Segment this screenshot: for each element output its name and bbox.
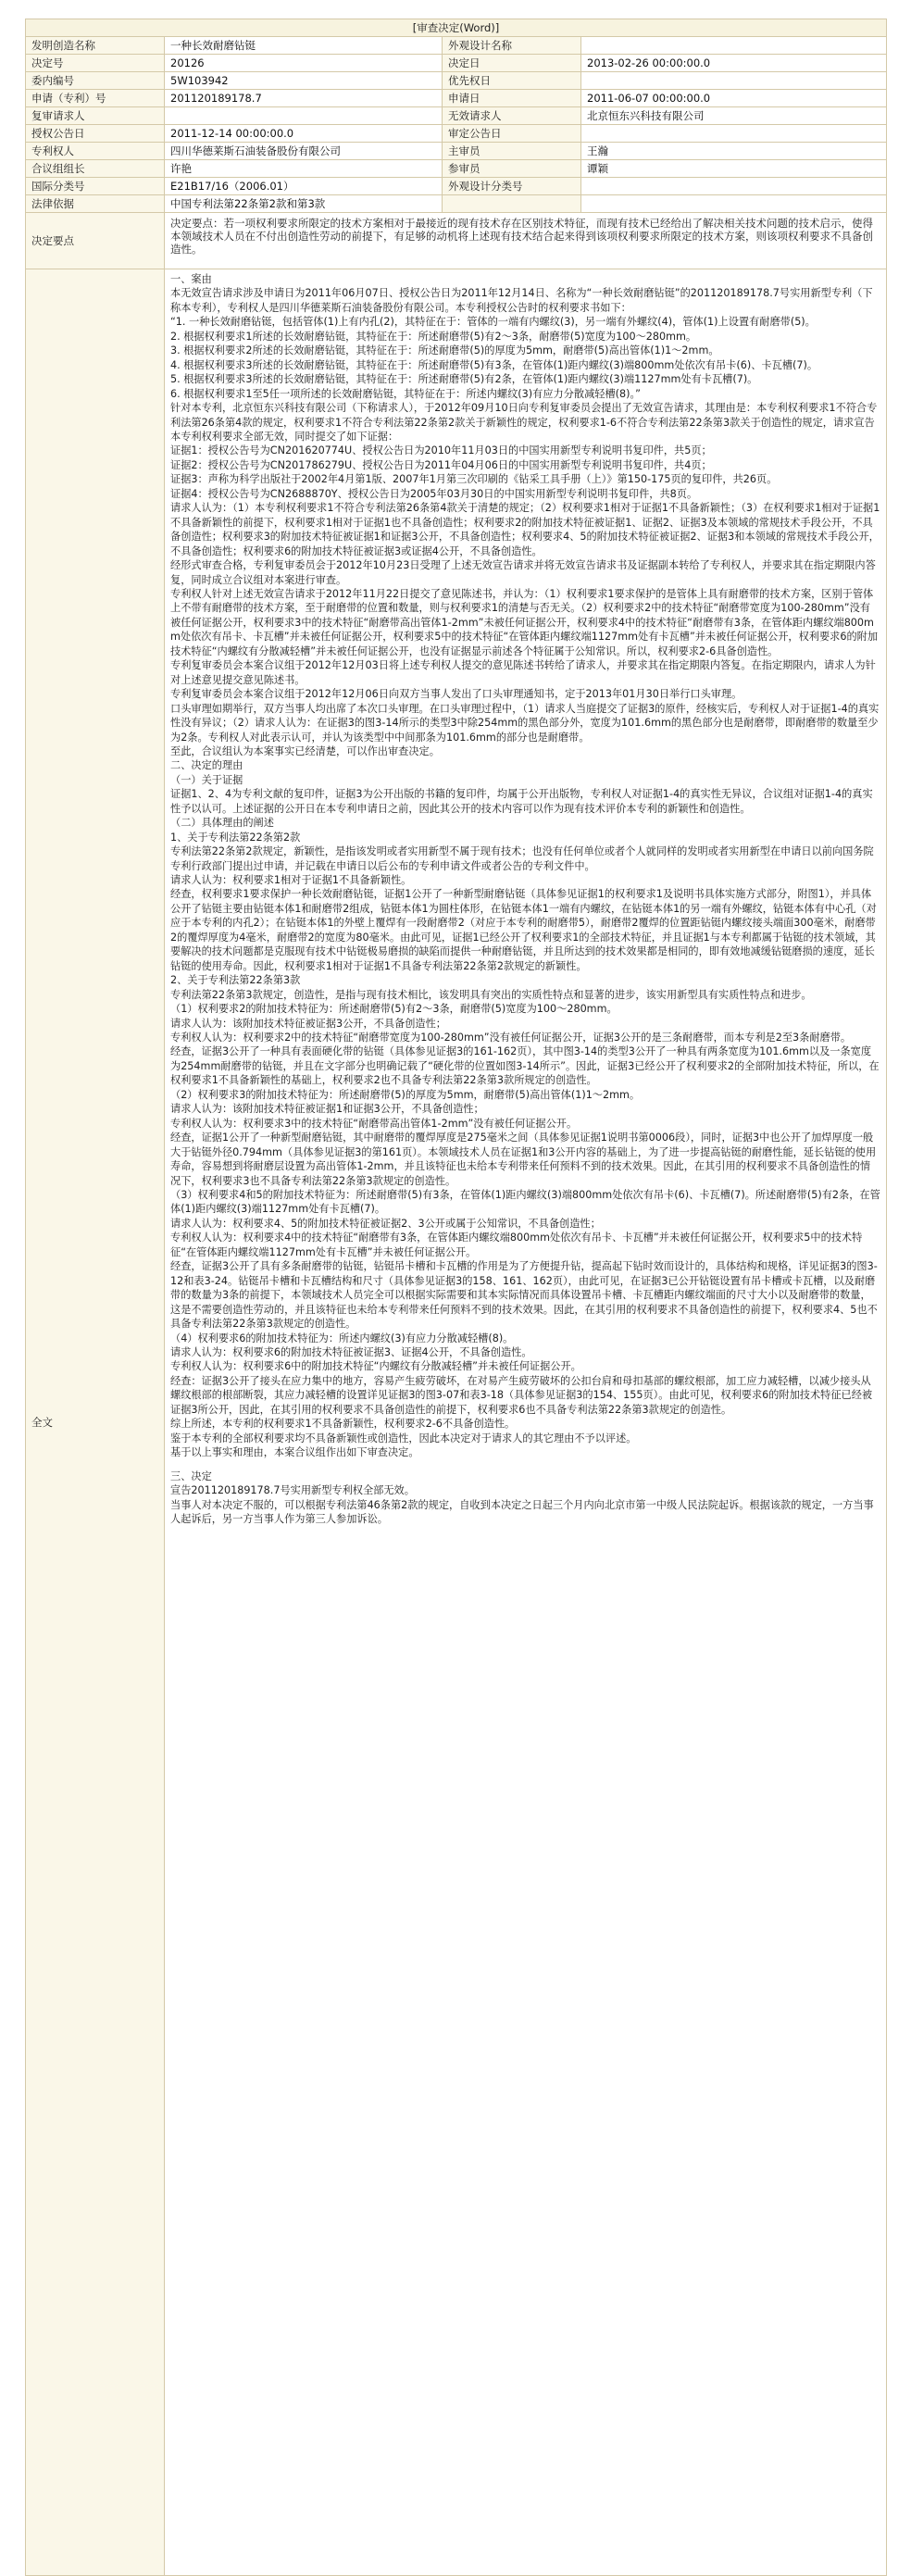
meta-row <box>26 143 887 160</box>
meta-label: 审定公告日 <box>443 125 581 143</box>
fulltext-paragraph: 宣告201120189178.7号实用新型专利权全部无效。 <box>170 1484 415 1497</box>
meta-label: 发明创造名称 <box>26 37 165 55</box>
fulltext-paragraph: 三、决定 <box>170 1469 212 1482</box>
fulltext-paragraph: 请求人认为：权利要求6的附加技术特征被证据3、证据4公开，不具备创造性。 <box>170 1345 532 1358</box>
fulltext-paragraph: 证据1：授权公告号为CN201620774U、授权公告日为2010年11月03日的中国实用新型专利说明书复印件，共5页； <box>170 444 712 457</box>
meta-label: 合议组组长 <box>26 160 165 178</box>
meta-row <box>26 107 887 125</box>
fulltext-paragraph: 专利权人认为：权利要求3中的技术特征“耐磨带高出管体1-2mm”没有被任何证据公开。 <box>170 1117 578 1130</box>
fulltext-paragraph: 专利权人认为：权利要求4中的技术特征“耐磨带有3条，在管体距内螺纹端800mm处依次有吊卡、卡瓦槽”并未被任何证据公开，权利要求5中的技术特征“在管体距内螺纹端1127mm处有卡瓦槽”并未被任何证据公开。 <box>170 1232 863 1258</box>
fulltext-paragraph <box>170 1460 880 1469</box>
fulltext-paragraph: 经查，证据1公开了一种新型耐磨钻铤，其中耐磨带的覆焊厚度是275毫米之间（具体参见证据1说明书第0006段），同时，证据3中也公开了加焊厚度一般大于钻铤外径0.794mm（具体参见证据3的第161页）。本领域技术人员在证据1和3公开内容的基础上，为了进一步提高钻铤的耐磨性能，延长钻铤的使用寿命，容易想到将耐磨层设置为高出管体1-2mm，并且该特征也未给本专利带来任何预料不到的技术效果。因此，在其引用的权利要求不具备创造性的情况下，权利要求3也不具备专利法第22条第3款规定的创造性。 <box>170 1132 877 1187</box>
fulltext-paragraph: 证据1、2、4为专利文献的复印件，证据3为公开出版的书籍的复印件，均属于公开出版物，专利权人对证据1-4的真实性无异议，合议组对证据1-4的真实性予以认可。上述证据的公开日在本专利申请日之前，因此其公开的技术内容可以作为现有技术评价本专利的新颖性和创造性。 <box>170 788 873 815</box>
fulltext-paragraph: 2. 根据权利要求1所述的长效耐磨钻铤，其特征在于：所述耐磨带(5)有2～3条，耐磨带(5)宽度为100～280mm。 <box>170 330 697 343</box>
meta-label: 国际分类号 <box>26 178 165 195</box>
fulltext-body <box>165 269 887 2576</box>
meta-value: 四川华德莱斯石油装备股份有限公司 <box>165 143 443 160</box>
meta-rows <box>26 37 887 213</box>
meta-label <box>443 195 581 213</box>
fulltext-paragraph: 经查，权利要求1要求保护一种长效耐磨钻铤，证据1公开了一种新型耐磨钻铤（具体参见证据1的权利要求1及说明书具体实施方式部分，附图1），并具体公开了钻铤主要由钻铤本体1和耐磨带2组成，钻铤本体1为圆柱体形，在钻铤本体1一端有内螺纹，在钻铤本体1的另一端有外螺纹，钻铤本体有中心孔（对应于本专利的内孔2）；在钻铤本体1的外壁上覆焊有一段耐磨带2（对应于本专利的耐磨带5），耐磨带2覆焊的位置距钻铤内螺纹接头端面300毫米，耐磨带2的覆焊厚度为4毫米，耐磨带2的宽度为80毫米。由此可见，证据1已经公开了权利要求1的全部技术特征，并且证据1与本专利都属于钻铤的技术领域，其要解决的技术问题都是克服现有技术中钻铤极易磨损的缺陷而提供一种耐磨钻铤，并且所达到的技术效果都是相同的，即有效地减缓钻铤磨损的速度，延长钻铤的使用寿命。因此，权利要求1相对于证据1不具备专利法第22条第2款规定的新颖性。 <box>170 888 877 972</box>
meta-value <box>581 195 887 213</box>
fulltext-paragraph: 请求人认为：该附加技术特征被证据1和证据3公开，不具备创造性； <box>170 1103 484 1116</box>
summary-paragraph: 决定要点：若一项权利要求所限定的技术方案相对于最接近的现有技术存在区别技术特征，而现有技术已经给出了解决相关技术问题的技术启示，使得本领域技术人员在不付出创造性劳动的前提下，有足够的动机将上述现有技术结合起来得到该项权利要求所限定的技术方案，则该项权利要求不具备创造性。 <box>170 217 873 256</box>
meta-label: 复审请求人 <box>26 107 165 125</box>
fulltext-paragraph: 一、案由 <box>170 273 212 285</box>
fulltext-paragraph: 请求人认为：（1）本专利权利要求1不符合专利法第26条第4款关于清楚的规定；（2）权利要求1相对于证据1不具备新颖性；（3）在权利要求1相对于证据1不具备新颖性的前提下，权利要求1相对于证据1也不具备创造性；权利要求2的附加技术特征被证据1、证据2、证据3及本领域的常规技术手段公开，不具备创造性；权利要求3的附加技术特征被证据1和证据3公开，不具备创造性；权利要求4、5的附加技术特征被证据2、证据3和本领域的常规技术手段公开，不具备创造性；权利要求6的附加技术特征被证据3或证据4公开，不具备创造性。 <box>170 502 880 557</box>
meta-value: 中国专利法第22条第2款和第3款 <box>165 195 443 213</box>
decision-table <box>25 19 887 2576</box>
fulltext-paragraph: 本无效宣告请求涉及申请日为2011年06月07日、授权公告日为2011年12月14日、名称为“一种长效耐磨钻铤”的201120189178.7号实用新型专利（下称本专利），专利权人是四川华德莱斯石油装备股份有限公司。本专利授权公告时的权利要求书如下： <box>170 287 873 314</box>
meta-label: 授权公告日 <box>26 125 165 143</box>
meta-row <box>26 72 887 90</box>
meta-label: 外观设计名称 <box>443 37 581 55</box>
meta-value <box>581 37 887 55</box>
fulltext-paragraph: 至此，合议组认为本案事实已经清楚，可以作出审查决定。 <box>170 744 440 757</box>
fulltext-paragraph: 经查，证据3公开了具有多条耐磨带的钻铤，钻铤吊卡槽和卡瓦槽的作用是为了方便提升钻，提高起下钻时效而设计的，具体结构和规格，详见证据3的图3-12和表3-24。钻铤吊卡槽和卡瓦槽结构和尺寸（具体参见证据3的158、161、162页），由此可见，在证据3已公开钻铤设置有吊卡槽或卡瓦槽，以及耐磨带的数量为3条的前提下，本领域技术人员完全可以根据实际需要和其本实际情况而具体设置吊卡槽、卡瓦槽距内螺纹端面的尺寸大小以及耐磨带的数量，这是不需要创造性劳动的，并且该特征也未给本专利带来任何预料不到的技术效果。因此，在其引用的权利要求不具备创造性的前提下，权利要求4、5也不具备专利法第22条第3款规定的创造性。 <box>170 1260 878 1331</box>
summary-label: 决定要点 <box>26 213 165 269</box>
meta-value: 5W103942 <box>165 72 443 90</box>
meta-row <box>26 160 887 178</box>
meta-value: E21B17/16（2006.01） <box>165 178 443 195</box>
meta-value: 许艳 <box>165 160 443 178</box>
meta-label: 专利权人 <box>26 143 165 160</box>
meta-value <box>165 107 443 125</box>
fulltext-paragraph: （1）权利要求2的附加技术特征为：所述耐磨带(5)有2～3条，耐磨带(5)宽度为100～280mm。 <box>170 1003 618 1016</box>
fulltext-paragraph: 鉴于本专利的全部权利要求均不具备新颖性或创造性，因此本决定对于请求人的其它理由不予以评述。 <box>170 1432 637 1444</box>
fulltext-paragraph: 4. 根据权利要求3所述的长效耐磨钻铤，其特征在于：所述耐磨带(5)有3条，在管体(1)距内螺纹(3)端800mm处依次有吊卡(6)、卡瓦槽(7)。 <box>170 358 818 371</box>
summary-text <box>165 213 887 269</box>
meta-value <box>581 178 887 195</box>
meta-value: 北京恒东兴科技有限公司 <box>581 107 887 125</box>
meta-label: 法律依据 <box>26 195 165 213</box>
meta-label: 决定日 <box>443 55 581 72</box>
meta-label: 外观设计分类号 <box>443 178 581 195</box>
fulltext-paragraph: 综上所述，本专利的权利要求1不具备新颖性，权利要求2-6不具备创造性。 <box>170 1418 516 1431</box>
fulltext-paragraph: 证据3：声称为科学出版社于2002年4月第1版、2007年1月第三次印刷的《钻采工具手册（上）》第150-175页的复印件，共26页。 <box>170 473 778 486</box>
fulltext-paragraph: 5. 根据权利要求3所述的长效耐磨钻铤，其特征在于：所述耐磨带(5)有2条，在管体(1)距内螺纹(3)端1127mm处有卡瓦槽(7)。 <box>170 373 758 386</box>
fulltext-paragraph: 请求人认为：权利要求4、5的附加技术特征被证据2、3公开或属于公知常识，不具备创造性； <box>170 1217 601 1230</box>
meta-label: 决定号 <box>26 55 165 72</box>
meta-label: 申请日 <box>443 90 581 107</box>
fulltext-paragraph: 请求人认为：该附加技术特征被证据3公开，不具备创造性； <box>170 1017 446 1030</box>
meta-value: 王瀚 <box>581 143 887 160</box>
meta-value: 2011-12-14 00:00:00.0 <box>165 125 443 143</box>
fulltext-paragraph: 请求人认为：权利要求1相对于证据1不具备新颖性。 <box>170 874 412 887</box>
fulltext-paragraph: 3. 根据权利要求2所述的长效耐磨钻铤，其特征在于：所述耐磨带(5)的厚度为5mm，耐磨带(5)高出管体(1)1～2mm。 <box>170 344 719 357</box>
fulltext-paragraph: 专利复审委员会本案合议组于2012年12月03日将上述专利权人提交的意见陈述书转给了请求人，并要求其在指定期限内答复。在指定期限内，请求人为针对上述意见提交意见陈述书。 <box>170 659 876 686</box>
fulltext-paragraph: 证据4：授权公告号为CN2688870Y、授权公告日为2005年03月30日的中国实用新型专利说明书复印件，共8页。 <box>170 487 698 500</box>
fulltext-paragraph: 专利权人针对上述无效宣告请求于2012年11月22日提交了意见陈述书，并认为：（1）权利要求1要求保护的是管体上具有耐磨带的技术方案，区别于管体上不带有耐磨带的技术方案，至于耐磨带的位置和数量，则与权利要求1的清楚与否无关。（2）权利要求2中的技术特征“耐磨带宽度为100-280mm”没有被任何证据公开，权利要求3中的技术特征“耐磨带高出管体1-2mm”未被任何证据公开，权利要求4中的技术特征“耐磨带有3条，在管体距内螺纹端800mm处依次有吊卡、卡瓦槽”并未被任何证据公开，权利要求5中的技术特征“在管体距内螺纹端1127mm处有卡瓦槽”并未被任何证据公开，权利要求6的附加技术特征“内螺纹有分散减轻槽”并未被任何证据公开，也没有证据显示前述各个特征属于公知常识。所以，权利要求2-6具备创造性。 <box>170 587 879 657</box>
fulltext-paragraph: 6. 根据权利要求1至5任一项所述的长效耐磨钻铤，其特征在于：所述内螺纹(3)有应力分散减轻槽(8)。” <box>170 387 641 400</box>
meta-row <box>26 195 887 213</box>
fulltext-paragraph: 二、决定的理由 <box>170 759 243 772</box>
meta-value: 201120189178.7 <box>165 90 443 107</box>
meta-row <box>26 90 887 107</box>
fulltext-paragraph: 专利权人认为：权利要求6中的附加技术特征“内螺纹有分散减轻槽”并未被任何证据公开。 <box>170 1360 581 1373</box>
fulltext-paragraph: 当事人对本决定不服的，可以根据专利法第46条第2款的规定，自收到本决定之日起三个月内向北京市第一中级人民法院起诉。根据该款的规定，一方当事人起诉后，另一方当事人作为第三人参加诉讼。 <box>170 1498 874 1525</box>
meta-row <box>26 37 887 55</box>
fulltext-label: 全文 <box>26 269 165 2576</box>
meta-value: 2013-02-26 00:00:00.0 <box>581 55 887 72</box>
meta-value: 一种长效耐磨钻铤 <box>165 37 443 55</box>
fulltext-paragraph: 专利复审委员会本案合议组于2012年12月06日向双方当事人发出了口头审理通知书，定于2013年01月30日举行口头审理。 <box>170 688 743 701</box>
fulltext-paragraph: 经形式审查合格，专利复审委员会于2012年10月23日受理了上述无效宣告请求并将无效宣告请求书及证据副本转给了专利权人，并要求其在指定期限内答复，同时成立合议组对本案进行审查。 <box>170 559 876 586</box>
document-title[interactable]: [审查决定(Word)] <box>26 19 887 37</box>
meta-value: 谭颖 <box>581 160 887 178</box>
meta-row <box>26 178 887 195</box>
meta-label: 主审员 <box>443 143 581 160</box>
meta-label: 优先权日 <box>443 72 581 90</box>
meta-row <box>26 55 887 72</box>
fulltext-paragraph: 基于以上事实和理由，本案合议组作出如下审查决定。 <box>170 1446 419 1459</box>
fulltext-paragraph: 口头审理如期举行，双方当事人均出席了本次口头审理。在口头审理过程中，（1）请求人当庭提交了证据3的原件，经核实后，专利权人对于证据1-4的真实性没有异议；（2）请求人认为：在证据3的图3-14所示的类型3中除254mm的黑色部分外，宽度为101.6mm的黑色部分也是耐磨带，即耐磨带的数量至少为2条。专利权人对此表示认可，并认为该类型中中间那条为101.6mm的部分也是耐磨带。 <box>170 702 880 744</box>
fulltext-paragraph: 经查，证据3公开了一种具有表面硬化带的钻铤（具体参见证据3的161-162页），其中图3-14的类型3公开了一种具有两条宽度为101.6mm以及一条宽度为254mm耐磨带的钻铤，并且在文字部分也明确记载了“硬化带的位置如图3-14所示”。因此，证据3已经公开了权利要求2的全部附加技术特征，所以，在权利要求1不具备新颖性的基础上，权利要求2也不具备专利法第22条第3款所规定的创造性。 <box>170 1045 880 1087</box>
meta-label: 申请（专利）号 <box>26 90 165 107</box>
fulltext-paragraph: 2、关于专利法第22条第3款 <box>170 974 301 987</box>
meta-value: 2011-06-07 00:00:00.0 <box>581 90 887 107</box>
fulltext-paragraph: 证据2：授权公告号为CN201786279U、授权公告日为2011年04月06日的中国实用新型专利说明书复印件，共4页； <box>170 458 712 471</box>
fulltext-paragraph: 针对本专利，北京恒东兴科技有限公司（下称请求人），于2012年09月10日向专利复审委员会提出了无效宣告请求，其理由是：本专利权利要求1不符合专利法第26条第4款的规定，权利要求1不符合专利法第22条第2款关于新颖性的规定，权利要求1-6不符合专利法第22条第3款关于创造性的规定，请求宣告本专利权利要求全部无效，同时提交了如下证据： <box>170 402 878 443</box>
meta-label: 参审员 <box>443 160 581 178</box>
fulltext-paragraph: （4）权利要求6的附加技术特征为：所述内螺纹(3)有应力分散减轻槽(8)。 <box>170 1332 514 1344</box>
fulltext-paragraph: （二）具体理由的阐述 <box>170 817 274 830</box>
meta-value <box>581 125 887 143</box>
decision-sheet <box>25 19 886 2576</box>
meta-row <box>26 125 887 143</box>
fulltext-paragraph: （一）关于证据 <box>170 773 243 786</box>
fulltext-paragraph: （3）权利要求4和5的附加技术特征为：所述耐磨带(5)有3条，在管体(1)距内螺纹(3)端800mm处依次有吊卡(6)、卡瓦槽(7)。所述耐磨带(5)有2条，在管体(1)距内螺纹(3)端1127mm处有卡瓦槽(7)。 <box>170 1189 880 1216</box>
fulltext-paragraph: 经查：证据3公开了接头在应力集中的地方，容易产生疲劳破坏，在对易产生疲劳破坏的公扣台肩和母扣基部的螺纹根部，加工应力减轻槽，以减少接头从螺纹根部的根部断裂，其应力减轻槽的设置详见证据3的图3-07和表3-18（具体参见证据3的154、155页）。由此可见，权利要求6的附加技术特征已经被证据3所公开，因此，在其引用的权利要求不具备创造性的前提下，权利要求6也不具备专利法第22条第3款规定的创造性。 <box>170 1374 873 1416</box>
fulltext-paragraph: 专利法第22条第2款规定，新颖性，是指该发明或者实用新型不属于现有技术；也没有任何单位或者个人就同样的发明或者实用新型在申请日以前向国务院专利行政部门提出过申请，并记载在申请日以后公布的专利申请文件或者公告的专利文件中。 <box>170 845 874 872</box>
fulltext-paragraph: 专利权人认为：权利要求2中的技术特征“耐磨带宽度为100-280mm”没有被任何证据公开，证据3公开的是三条耐磨带，而本专利是2至3条耐磨带。 <box>170 1032 852 1044</box>
meta-value <box>581 72 887 90</box>
meta-label: 无效请求人 <box>443 107 581 125</box>
fulltext-paragraph: 1、关于专利法第22条第2款 <box>170 831 301 844</box>
meta-value: 20126 <box>165 55 443 72</box>
fulltext-paragraph: “1. 一种长效耐磨钻铤，包括管体(1)上有内孔(2)，其特征在于：管体的一端有内螺纹(3)，另一端有外螺纹(4)，管体(1)上设置有耐磨带(5)。 <box>170 316 816 329</box>
fulltext-paragraph: （2）权利要求3的附加技术特征为：所述耐磨带(5)的厚度为5mm，耐磨带(5)高出管体(1)1～2mm。 <box>170 1088 641 1101</box>
fulltext-paragraph: 专利法第22条第3款规定，创造性，是指与现有技术相比，该发明具有突出的实质性特点和显著的进步，该实用新型具有实质性特点和进步。 <box>170 988 812 1001</box>
meta-label: 委内编号 <box>26 72 165 90</box>
